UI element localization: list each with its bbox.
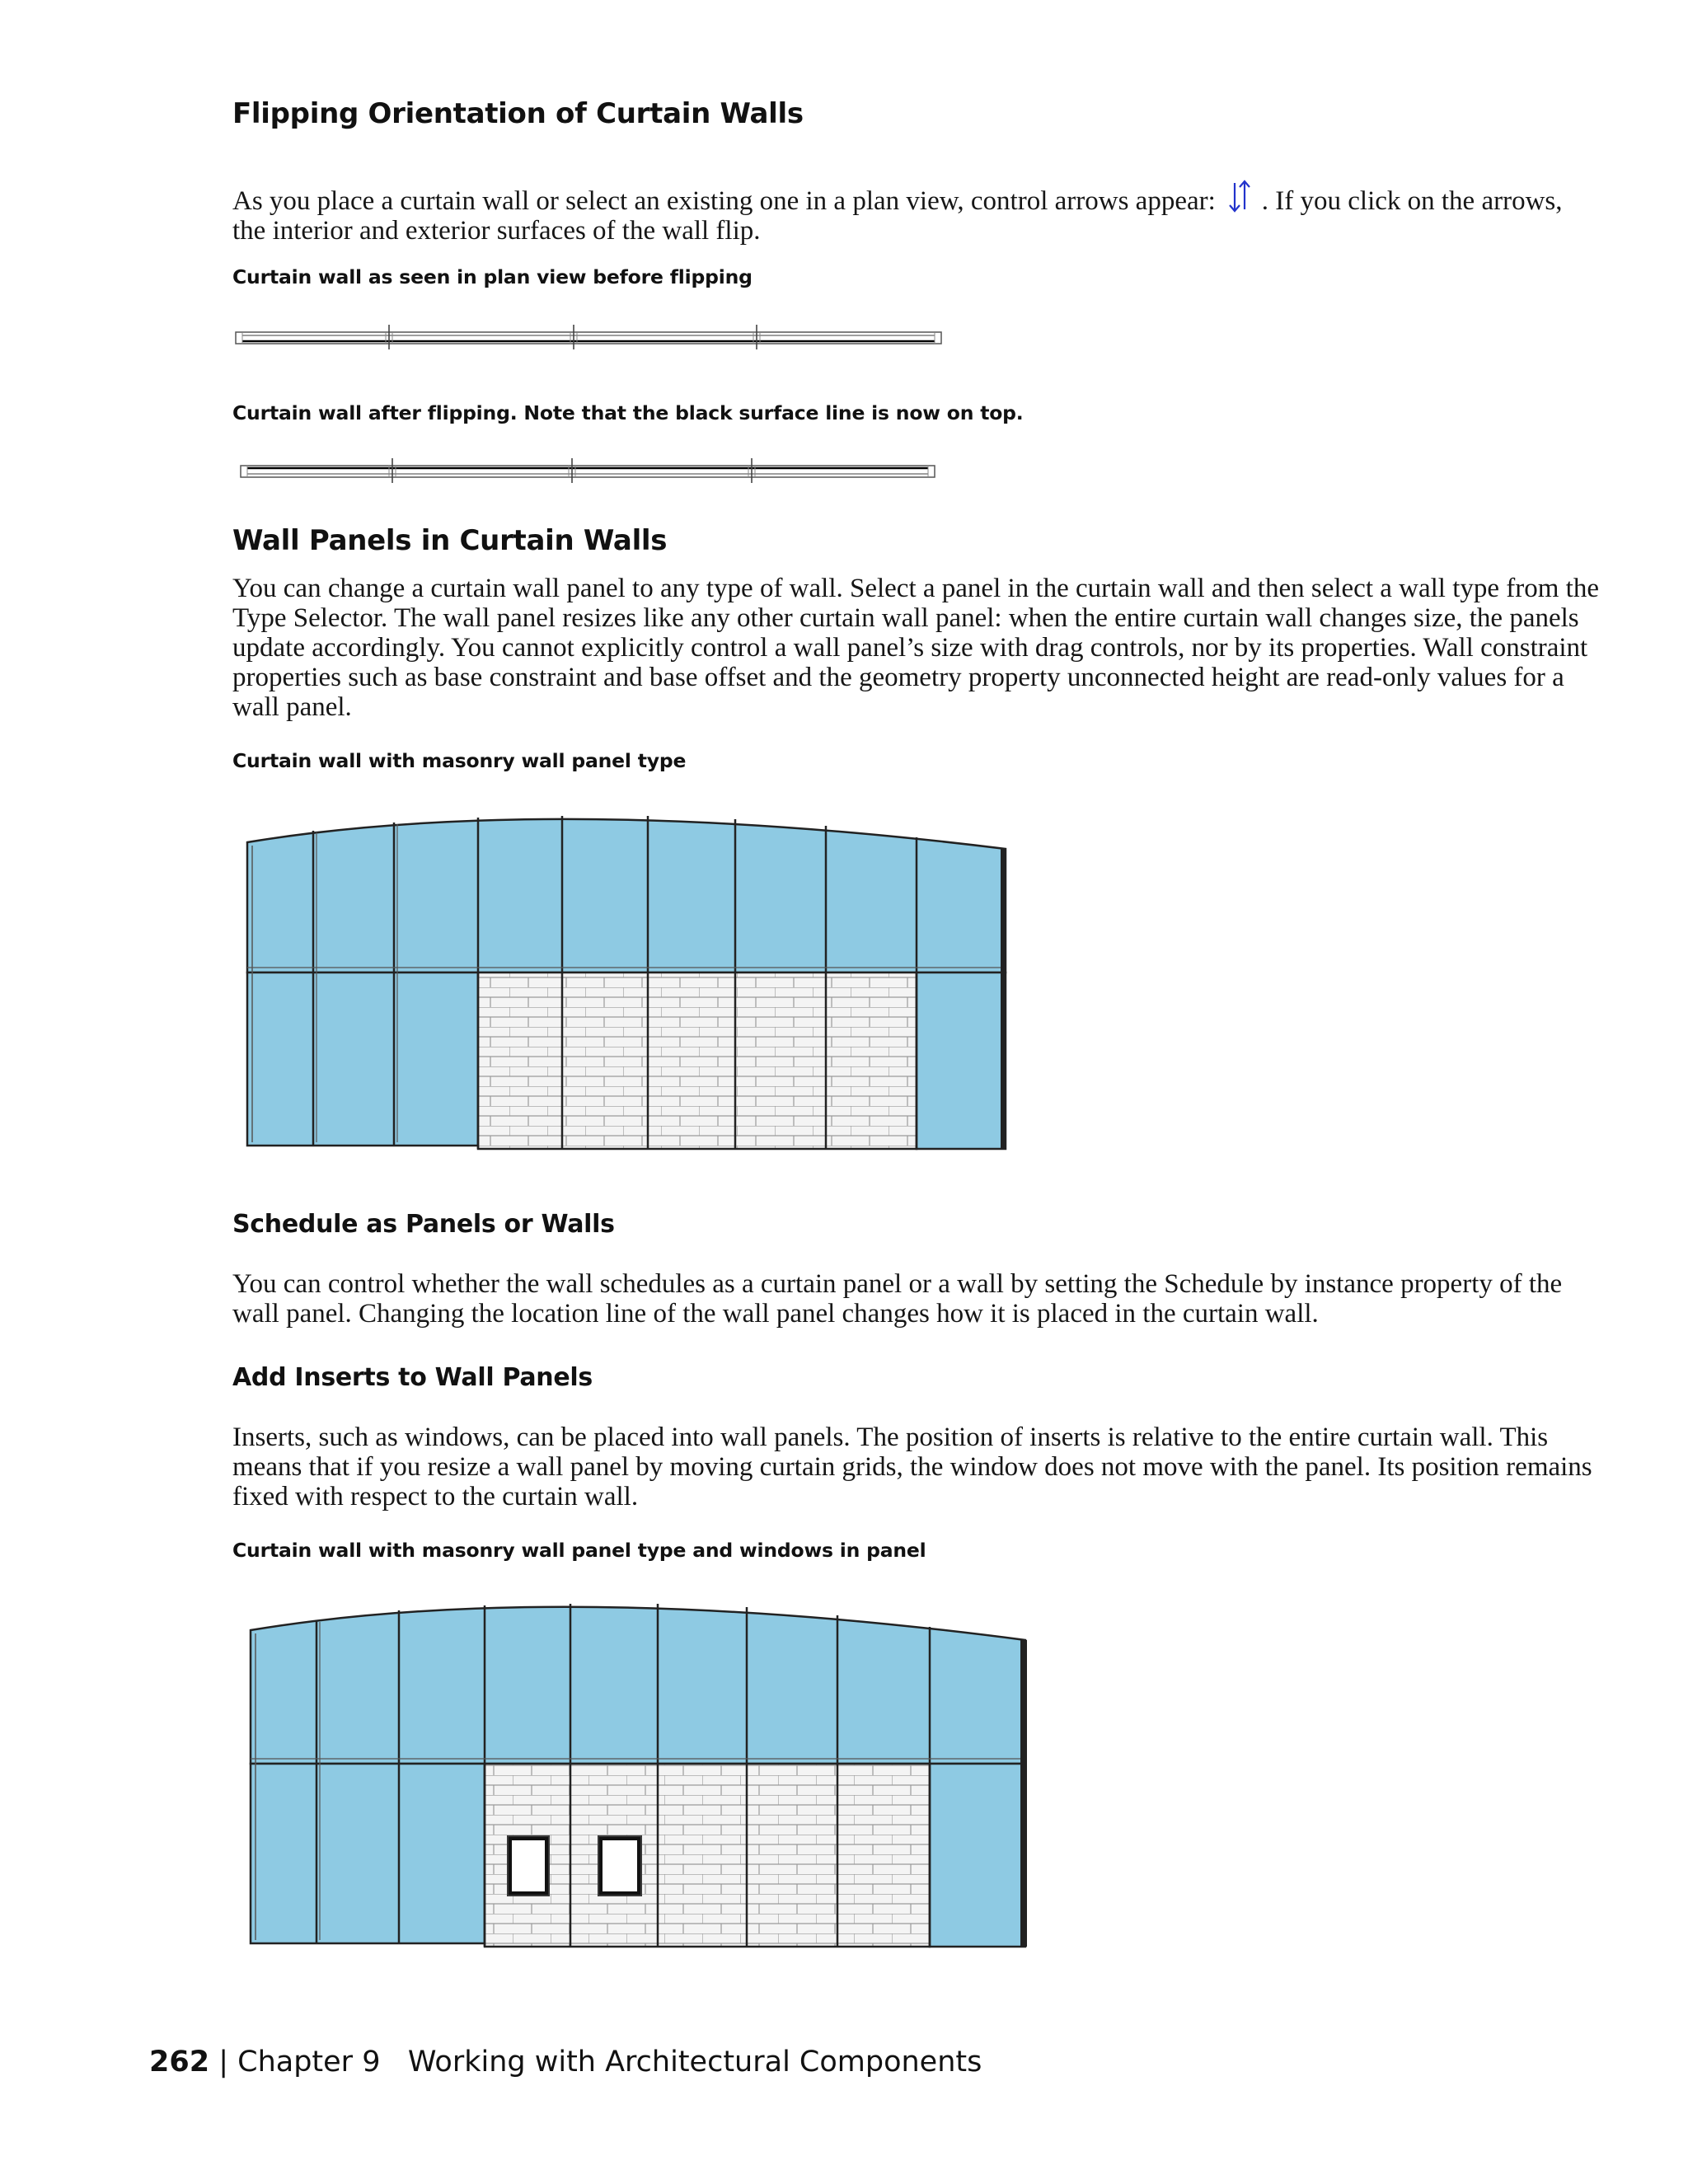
caption-after-flipping: Curtain wall after flipping. Note that the black surface line is now on top.: [232, 401, 1024, 424]
plan-wall-before-flipping: [234, 323, 943, 351]
curtain-wall-elevation-windows: [247, 1597, 1030, 1953]
window-insert-1: [508, 1836, 549, 1896]
schedule-paragraph: You can control whether the wall schedules as a curtain panel or a wall by setting the Schedule by instance property of the wall panel. Changing the location line of the wall panel changes how it is placed in the curtain wall.: [232, 1269, 1563, 1329]
section-heading-inserts: Add Inserts to Wall Panels: [232, 1363, 593, 1392]
section-heading-wall-panels: Wall Panels in Curtain Walls: [232, 524, 668, 557]
plan-wall-after-flipping: [239, 457, 936, 485]
section-heading-schedule: Schedule as Panels or Walls: [232, 1210, 615, 1239]
caption-masonry-windows: Curtain wall with masonry wall panel type and windows in panel: [232, 1539, 926, 1562]
page-footer: [149, 2046, 982, 2079]
page-number: 262: [149, 2046, 210, 2079]
curtain-wall-elevation-masonry: [244, 809, 1015, 1155]
wall-panels-paragraph: You can change a curtain wall panel to any type of wall. Select a panel in the curtain wall and then select a wall type from the Type Selector. The wall panel resizes like any other curtain wall panel: when the entire curtain wall changes size, the panels update accordingly. You cannot explicitly control a wall panel’s size with drag controls, nor by its properties. Wall constraint properties such as base constraint and base offset and the geometry property unconnected height are read-only values for a wall panel.: [232, 574, 1599, 722]
caption-before-flipping: Curtain wall as seen in plan view before flipping: [232, 265, 753, 288]
inserts-paragraph: Inserts, such as windows, can be placed into wall panels. The position of inserts is relative to the entire curtain wall. This means that if you resize a wall panel by moving curtain grids, the window does not move with the panel. Its position remains fixed with respect to the curtain wall.: [232, 1422, 1592, 1511]
flipping-text-before: As you place a curtain wall or select an existing one in a plan view, control arrows appear:: [232, 186, 1216, 216]
caption-masonry-panel: Curtain wall with masonry wall panel type: [232, 749, 687, 772]
flip-arrows-icon: [1227, 178, 1252, 214]
section-heading-flipping: Flipping Orientation of Curtain Walls: [232, 97, 804, 130]
footer-chapter: Chapter 9: [237, 2046, 381, 2079]
footer-separator: |: [218, 2046, 228, 2079]
footer-chapter-title: Working with Architectural Components: [407, 2046, 982, 2079]
flipping-text-after: . If you click on the arrows, the interior and exterior surfaces of the wall flip.: [232, 186, 1563, 246]
window-insert-2: [598, 1836, 641, 1896]
flipping-paragraph: [232, 178, 1584, 246]
